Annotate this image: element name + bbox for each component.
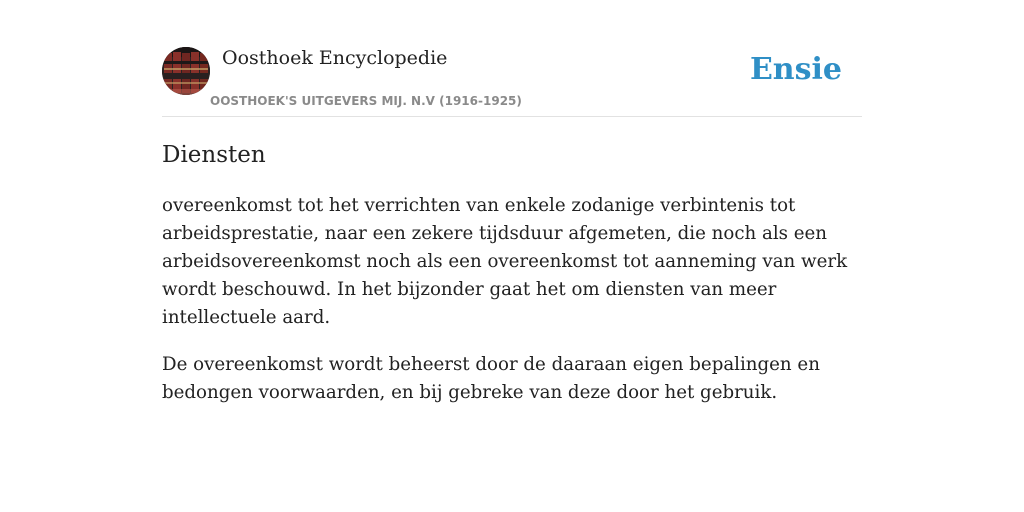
- publication-header: [162, 47, 862, 117]
- entry-paragraph: overeenkomst tot het verrichten van enkele zodanige verbintenis tot arbeidsprestatie, naar een zekere tijdsduur afgemeten, die noch als een arbeidsovereenkomst noch als een overeenkomst tot aanneming van werk wordt beschouwd. In het bijzonder gaat het om diensten van meer intellectuele aard.: [162, 195, 848, 328]
- entry-title: Diensten: [162, 142, 266, 168]
- publication-avatar[interactable]: [162, 47, 210, 95]
- ensie-logo[interactable]: Ensie: [749, 52, 842, 87]
- publisher-subtitle: OOSTHOEK'S UITGEVERS MIJ. N.V (1916-1925): [210, 94, 522, 108]
- entry-paragraph: De overeenkomst wordt beheerst door de daaraan eigen bepalingen en bedongen voorwaarden, en bij gebreke van deze door het gebruik.: [162, 354, 820, 403]
- publication-title[interactable]: Oosthoek Encyclopedie: [222, 47, 448, 69]
- book-spines-icon: [162, 47, 210, 95]
- entry-body: [162, 192, 862, 426]
